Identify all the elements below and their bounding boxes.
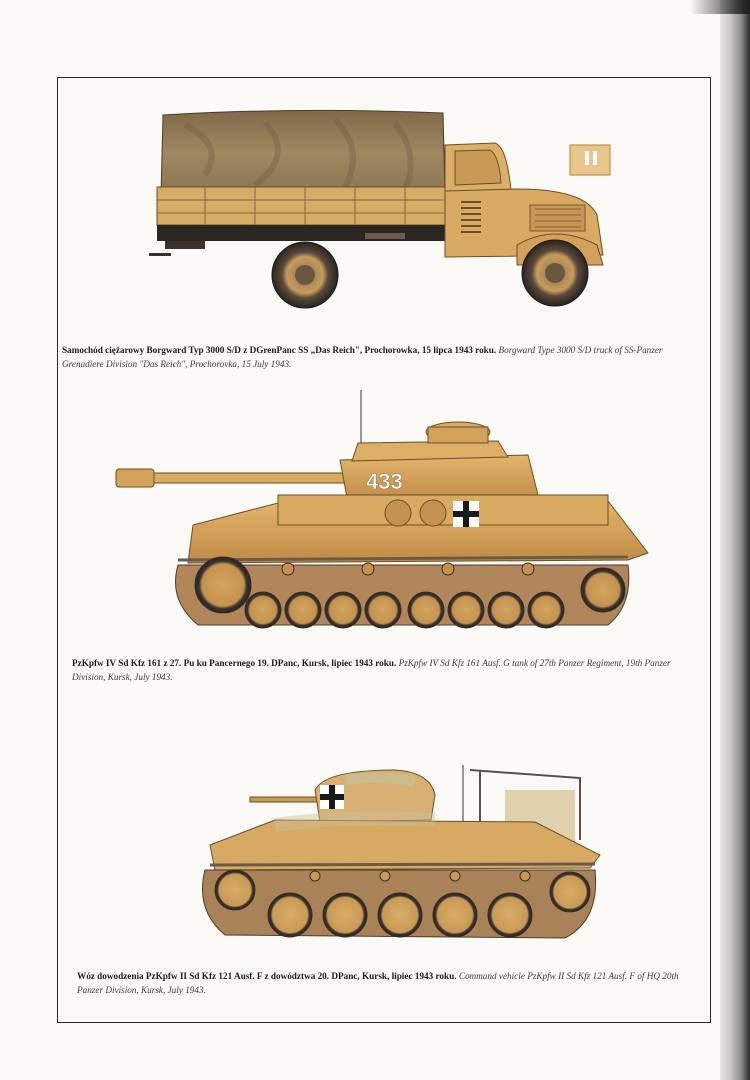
caption-english: Borgward Type 3000 S/D truck of SS-Panzer Grenadiere Division "Das Reich", Prochorovka, 15 July 1943.: [62, 345, 663, 369]
plate-caption: [62, 344, 702, 371]
caption-polish: Wóz dowodzenia PzKpfw II Sd Kfz 121 Ausf. F z dowództwa 20. DPanc, Kursk, lipiec 1943 roku.: [77, 971, 457, 981]
page-binding-edge: [720, 0, 750, 1080]
borgward-truck-illustration: [145, 105, 625, 320]
caption-polish: PzKpfw IV Sd Kfz 161 z 27. Pu ku Pancernego 19. DPanc, Kursk, lipiec 1943 roku.: [72, 658, 397, 668]
plate-caption: [77, 970, 705, 997]
tactical-number: 433: [366, 469, 403, 494]
plate-caption: [72, 657, 702, 684]
pzkpfw-iv-tank-illustration: [108, 385, 658, 640]
caption-english: PzKpfw IV Sd Kfz 161 Ausf. G tank of 27th Panzer Regiment, 19th Panzer Division, Kursk, July 1943.: [72, 658, 671, 682]
page-corner-shadow: [690, 0, 750, 14]
caption-polish: Samochód ciężarowy Borgward Typ 3000 S/D z DGrenPanc SS „Das Reich", Prochorowka, 15 lipca 1943 roku.: [62, 345, 497, 355]
caption-english: Command vehicle PzKpfw II Sd Kfz 121 Ausf. F of HQ 20th Panzer Division, Kursk, July 1943.: [77, 971, 679, 995]
pzkpfw-ii-command-tank-illustration: [195, 760, 615, 950]
